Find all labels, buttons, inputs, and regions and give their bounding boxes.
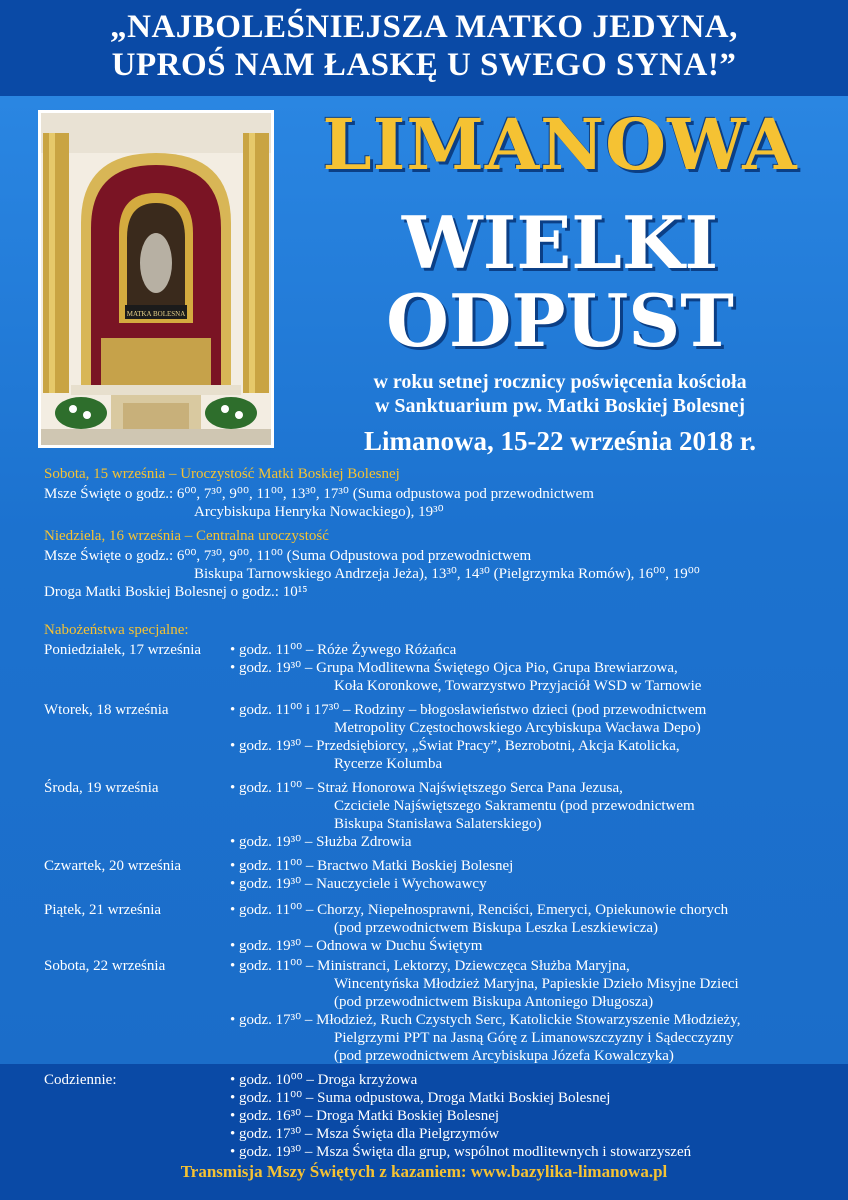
schedule-line: • godz. 19³⁰ – Odnowa w Duchu Świętym — [230, 938, 483, 954]
saturday-heading: Sobota, 15 września – Uroczystość Matki Boskiej Bolesnej — [44, 466, 400, 482]
schedule-line: (pod przewodnictwem Biskupa Antoniego Długosza) — [334, 994, 654, 1010]
daily-label: Codziennie: — [44, 1072, 117, 1088]
schedule-line: • godz. 17³⁰ – Młodzież, Ruch Czystych Serc, Katolickie Stowarzyszenie Młodzieży, — [230, 1012, 741, 1028]
city-title: LIMANOWA — [322, 103, 798, 186]
day-saturday: Sobota, 22 września — [44, 958, 166, 974]
subtitle-line-2: w Sanktuarium pw. Matki Boskiej Bolesnej — [374, 395, 746, 417]
schedule-line: Rycerze Kolumba — [334, 756, 443, 772]
altar-photo — [38, 110, 274, 448]
daily-line: • godz. 19³⁰ – Msza Święta dla grup, wspólnot modlitewnych i stowarzyszeń — [230, 1144, 692, 1160]
schedule-line: Koła Koronkowe, Towarzystwo Przyjaciół WSD w Tarnowie — [334, 678, 702, 694]
schedule-line: • godz. 11⁰⁰ – Chorzy, Niepełnosprawni, Renciści, Emeryci, Opiekunowie chorych — [230, 902, 729, 918]
sunday-line-2: Biskupa Tarnowskiego Andrzeja Jeża), 13³⁰, 14³⁰ (Pielgrzymka Romów), 16⁰⁰, 19⁰⁰ — [194, 566, 700, 582]
schedule-line: (pod przewodnictwem Arcybiskupa Józefa Kowalczyka) — [334, 1048, 674, 1064]
sunday-line-3: Droga Matki Boskiej Bolesnej o godz.: 10¹⁵ — [44, 584, 308, 600]
daily-line: • godz. 16³⁰ – Droga Matki Boskiej Bolesnej — [230, 1108, 500, 1124]
motto — [0, 8, 848, 84]
day-thursday: Czwartek, 20 września — [44, 858, 182, 874]
motto-line-2: UPROŚ NAM ŁASKĘ U SWEGO SYNA!” — [111, 47, 737, 83]
schedule-line: Wincentyńska Młodzież Maryjna, Papieskie Dzieło Misyjne Dzieci — [334, 976, 739, 992]
schedule-line: Czciciele Najświętszego Sakramentu (pod przewodnictwem — [334, 798, 695, 814]
event-dateline: Limanowa, 15-22 września 2018 r. — [364, 426, 756, 456]
schedule-line: • godz. 11⁰⁰ i 17³⁰ – Rodziny – błogosławieństwo dzieci (pod przewodnictwem — [230, 702, 707, 718]
schedule-line: • godz. 11⁰⁰ – Ministranci, Lektorzy, Dziewczęca Służba Maryjna, — [230, 958, 630, 974]
saturday-line-2: Arcybiskupa Henryka Nowackiego), 19³⁰ — [194, 504, 444, 520]
footer-broadcast-note: Transmisja Mszy Świętych z kazaniem: www.bazylika-limanowa.pl — [180, 1162, 668, 1181]
event-title-line-2: ODPUST — [386, 278, 734, 363]
schedule-line: Pielgrzymi PPT na Jasną Górę z Limanowszczyzny i Sądecczyzny — [334, 1030, 734, 1046]
schedule-line: Metropolity Częstochowskiego Arcybiskupa Wacława Depo) — [334, 720, 701, 736]
schedule-line: • godz. 19³⁰ – Nauczyciele i Wychowawcy — [230, 876, 487, 892]
schedule-line: • godz. 19³⁰ – Grupa Modlitewna Świętego Ojca Pio, Grupa Brewiarzowa, — [230, 660, 678, 676]
motto-line-1: „NAJBOLEŚNIEJSZA MATKO JEDYNA, — [110, 9, 738, 45]
schedule-line: • godz. 19³⁰ – Przedsiębiorcy, „Świat Pracy”, Bezrobotni, Akcja Katolicka, — [230, 738, 680, 754]
subtitle-line-1: w roku setnej rocznicy poświęcenia kościoła — [373, 371, 747, 393]
altar-image — [41, 113, 271, 445]
day-friday: Piątek, 21 września — [44, 902, 162, 918]
event-title-line-1: WIELKI — [401, 200, 719, 285]
schedule-line: • godz. 11⁰⁰ – Bractwo Matki Boskiej Bolesnej — [230, 858, 514, 874]
day-wednesday: Środa, 19 września — [44, 780, 159, 796]
image-caption: MATKA BOLESNA — [126, 310, 186, 318]
day-tuesday: Wtorek, 18 września — [44, 702, 169, 718]
saturday-line-1: Msze Święte o godz.: 6⁰⁰, 7³⁰, 9⁰⁰, 11⁰⁰, 13³⁰, 17³⁰ (Suma odpustowa pod przewodnictwem — [44, 486, 594, 502]
schedule-line: (pod przewodnictwem Biskupa Leszka Leszkiewicza) — [334, 920, 659, 936]
event-title — [300, 200, 820, 363]
schedule-line: • godz. 11⁰⁰ – Straż Honorowa Najświętszego Serca Pana Jezusa, — [230, 780, 623, 796]
daily-line: • godz. 10⁰⁰ – Droga krzyżowa — [230, 1072, 418, 1088]
sunday-line-1: Msze Święte o godz.: 6⁰⁰, 7³⁰, 9⁰⁰, 11⁰⁰ (Suma Odpustowa pod przewodnictwem — [44, 548, 532, 564]
schedule-line: Biskupa Stanisława Salaterskiego) — [334, 816, 542, 832]
sunday-heading: Niedziela, 16 września – Centralna uroczystość — [44, 528, 329, 544]
schedule-line: • godz. 19³⁰ – Służba Zdrowia — [230, 834, 412, 850]
schedule-line: • godz. 11⁰⁰ – Róże Żywego Różańca — [230, 642, 457, 658]
subtitle — [300, 370, 820, 418]
special-heading: Nabożeństwa specjalne: — [44, 622, 189, 638]
day-monday: Poniedziałek, 17 września — [44, 642, 202, 658]
daily-line: • godz. 11⁰⁰ – Suma odpustowa, Droga Matki Boskiej Bolesnej — [230, 1090, 611, 1106]
daily-line: • godz. 17³⁰ – Msza Święta dla Pielgrzymów — [230, 1126, 500, 1142]
